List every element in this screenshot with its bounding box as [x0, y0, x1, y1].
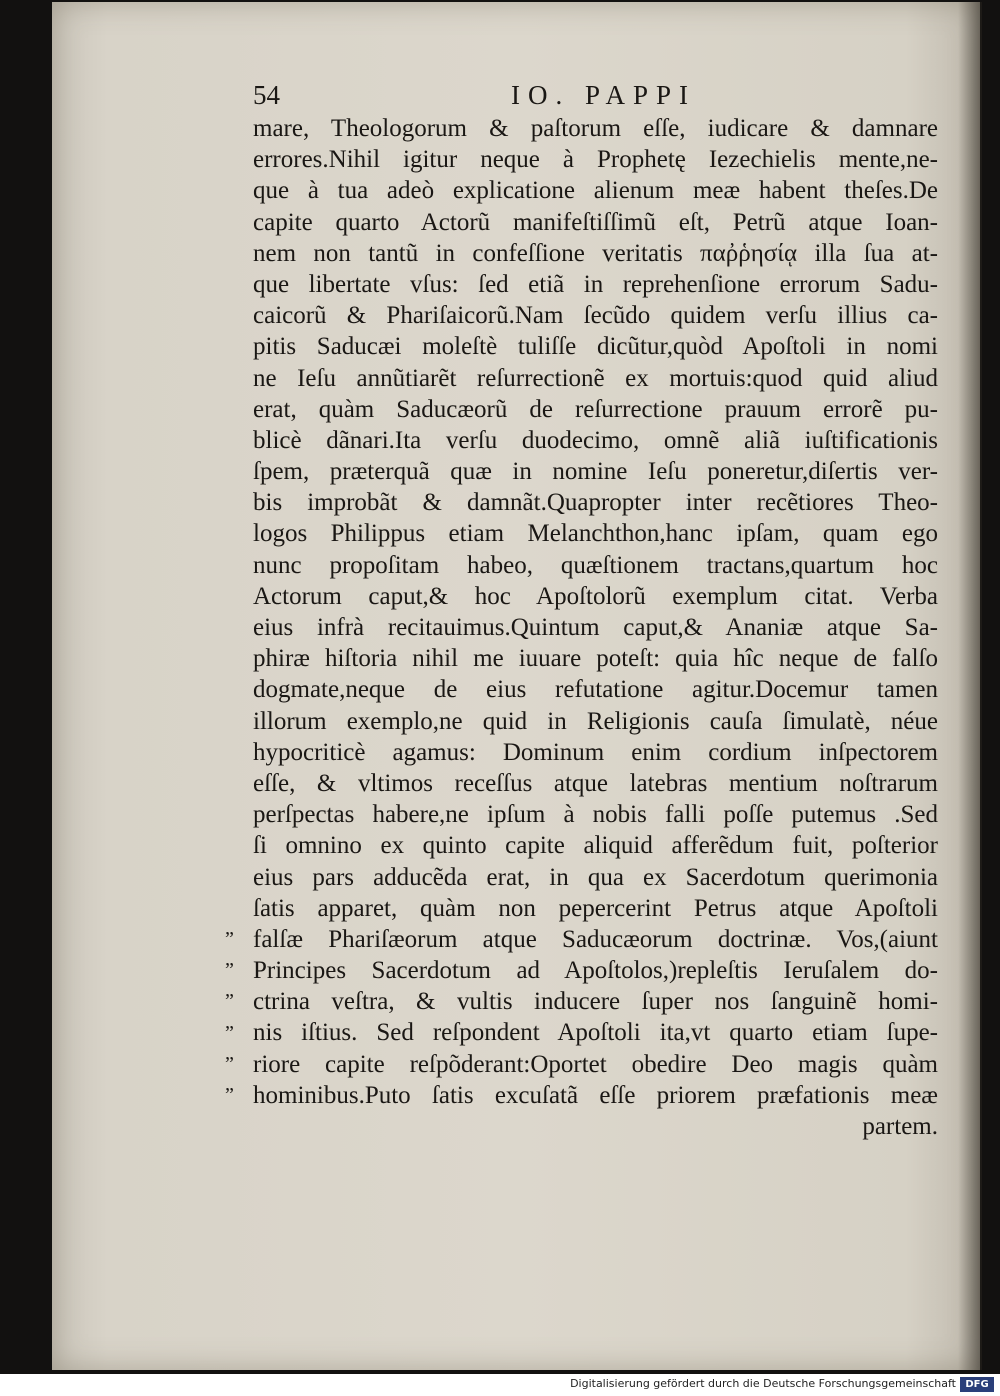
quotation-marks	[225, 924, 251, 1111]
text-line: eius infrà recitauimus.Quintum caput,& Ananiæ atque Sa-	[253, 614, 938, 641]
text-line: que libertate vſus: ſed etiã in reprehenſione errorum Sadu-	[253, 270, 938, 298]
text-line: erat, quàm Saducæorũ de reſurrectione prauum errorẽ pu-	[253, 395, 938, 423]
text-line: ſpem, præterquã quæ in nomine Ieſu poneretur,diſertis ver-	[253, 458, 938, 486]
text-line: logos Philippus etiam Melanchthon,hanc ipſam, quam ego	[253, 520, 938, 548]
dfg-logo: DFG	[960, 1377, 994, 1392]
quote-mark: ”	[225, 1052, 234, 1075]
quote-mark: ”	[225, 959, 234, 982]
text-line: pitis Saducæi moleſtè tuliſſe dicũtur,quòd Apoſtoli in nomi	[253, 333, 938, 361]
page-header	[253, 80, 933, 116]
text-line: blicè dãnari.Ita verſu duodecimo, omnẽ aliã iuſtificationis	[253, 426, 938, 454]
text-line-catchword: partem.	[862, 1113, 938, 1140]
text-line: Principes Sacerdotum ad Apoſtolos,)repleſtis Ieruſalem do-	[253, 957, 938, 985]
quote-mark: ”	[225, 1021, 234, 1044]
quote-mark: ”	[225, 990, 234, 1013]
text-line: riore capite reſpõderant:Oportet obedire Deo magis quàm	[253, 1050, 938, 1078]
text-line: nem non tantũ in confeſſione veritatis παῤῥησίᾳ illa ſua at-	[253, 239, 938, 267]
footer-credit: Digitalisierung gefördert durch die Deutsche Forschungsgemeinschaft	[570, 1377, 956, 1390]
text-line: phiræ hiſtoria nihil me iuuare poteſt: quia hîc neque de falſo	[253, 645, 938, 673]
text-line: dogmate,neque de eius refutatione agitur.Docemur tamen	[253, 676, 938, 704]
text-line: eſſe, & vltimos receſſus atque latebras mentium noſtrarum	[253, 769, 938, 797]
text-line: eius pars adducẽda erat, in qua ex Sacerdotum querimonia	[253, 863, 938, 891]
text-line: falſæ Phariſæorum atque Saducæorum doctrinæ. Vos,(aiunt	[253, 925, 938, 953]
page-number: 54	[253, 80, 280, 110]
text-line: ne Ieſu annũtiarẽt reſurrectionẽ ex mortuis:quod quid aliud	[253, 364, 938, 392]
text-line: hominibus.Puto ſatis excuſatã eſſe priorem præfationis meæ	[253, 1081, 938, 1109]
quote-mark: ”	[225, 1083, 234, 1106]
digitization-footer	[0, 1374, 1000, 1396]
text-line: hypocriticè agamus: Dominum enim cordium inſpectorem	[253, 738, 938, 766]
text-line: errores.Nihil igitur neque à Prophetę Iezechielis mente,ne-	[253, 146, 938, 174]
text-line: ſatis apparet, quàm non pepercerint Petrus atque Apoſtoli	[253, 894, 938, 922]
text-line: nunc propoſitam habeo, quæſtionem tractans,quartum hoc	[253, 551, 938, 579]
text-line: ſi omnino ex quinto capite aliquid afferẽdum fuit, poſterior	[253, 832, 938, 860]
text-line: caicorũ & Phariſaicorũ.Nam ſecũdo quidem verſu illius ca-	[253, 302, 938, 330]
body-text	[253, 113, 938, 1142]
text-line: mare, Theologorum & paſtorum eſſe, iudicare & damnare	[253, 115, 938, 142]
text-line: perſpectas habere,ne ipſum à nobis falli poſſe putemus .Sed	[253, 801, 938, 829]
quote-mark: ”	[225, 928, 234, 950]
text-line: Actorum caput,& hoc Apoſtolorũ exemplum citat. Verba	[253, 582, 938, 610]
page-edge-shadow	[958, 2, 982, 1370]
text-line: illorum exemplo,ne quid in Religionis cauſa ſimulatè, néue	[253, 707, 938, 735]
text-line: que à tua adeò explicatione alienum meæ habent theſes.De	[253, 177, 938, 205]
text-line: ctrina veſtra, & vultis inducere ſuper nos ſanguinẽ homi-	[253, 988, 938, 1016]
text-line: bis improbãt & damnãt.Quapropter inter recẽtiores Theo-	[253, 489, 938, 517]
running-head: IO. PAPPI	[511, 80, 697, 110]
text-line: capite quarto Actorũ manifeſtiſſimũ eſt, Petrũ atque Ioan-	[253, 208, 938, 236]
text-line: nis iſtius. Sed reſpondent Apoſtoli ita,vt quarto etiam ſupe-	[253, 1019, 938, 1047]
